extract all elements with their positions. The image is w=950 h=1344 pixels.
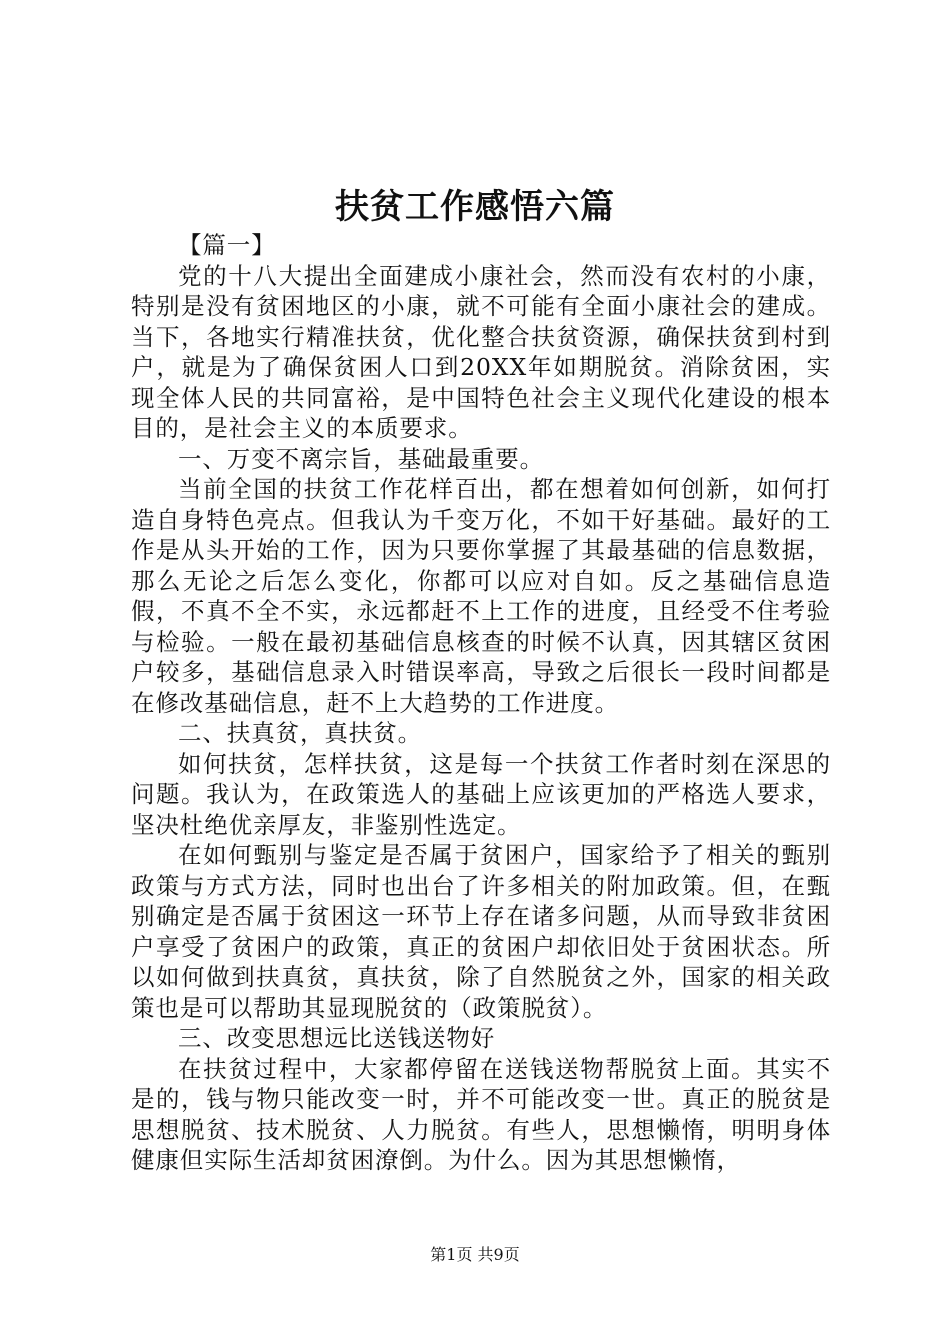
page-footer: 第1页 共9页 — [430, 1245, 520, 1264]
section-label: 【篇一】 — [178, 231, 276, 259]
document-title: 扶贫工作感悟六篇 — [335, 187, 615, 227]
paragraph: 党的十八大提出全面建成小康社会，然而没有农村的小康，特别是没有贫困地区的小康，就不可能有全面小康社会的建成。当下，各地实行精准扶贫，优化整合扶贫资源，确保扶贫到村到户，就是为了确保贫困人口到20XX年如期脱贫。消除贫困，实现全体人民的共同富裕，是中国特色社会主义现代化建设的根本目的，是社会主义的本质要求。 — [131, 261, 831, 442]
section-heading: 一、万变不离宗旨，基础最重要。 — [178, 444, 544, 473]
section-heading: 三、改变思想远比送钱送物好 — [178, 1024, 496, 1052]
paragraph: 在如何甄别与鉴定是否属于贫困户，国家给予了相关的甄别政策与方式方法，同时也出台了许多相关的附加政策。但，在甄别确定是否属于贫困这一环节上存在诸多问题，从而导致非贫困户享受了贫困户的政策，真正的贫困户却依旧处于贫困状态。所以如何做到扶真贫，真扶贫，除了自然脱贫之外，国家的相关政策也是可以帮助其显现脱贫的（政策脱贫）。 — [131, 841, 831, 1022]
document-body — [131, 230, 831, 1176]
section-heading: 二、扶真贫，真扶贫。 — [178, 719, 422, 747]
paragraph: 在扶贫过程中，大家都停留在送钱送物帮脱贫上面。其实不是的，钱与物只能改变一时，并不可能改变一世。真正的脱贫是思想脱贫、技术脱贫、人力脱贫。有些人，思想懒惰，明明身体健康但实际生活却贫困潦倒。为什么。因为其思想懒惰， — [131, 1054, 831, 1174]
paragraph: 如何扶贫，怎样扶贫，这是每一个扶贫工作者时刻在深思的问题。我认为，在政策选人的基础上应该更加的严格选人要求，坚决杜绝优亲厚友，非鉴别性选定。 — [131, 749, 831, 839]
paragraph: 当前全国的扶贫工作花样百出，都在想着如何创新，如何打造自身特色亮点。但我认为千变万化，不如干好基础。最好的工作是从头开始的工作，因为只要你掌握了其最基础的信息数据，那么无论之后怎么变化，你都可以应对自如。反之基础信息造假，不真不全不实，永远都赶不上工作的进度，且经受不住考验与检验。一般在最初基础信息核查的时候不认真，因其辖区贫困户较多，基础信息录入时错误率高，导致之后很长一段时间都是在修改基础信息，赶不上大趋势的工作进度。 — [131, 475, 831, 717]
